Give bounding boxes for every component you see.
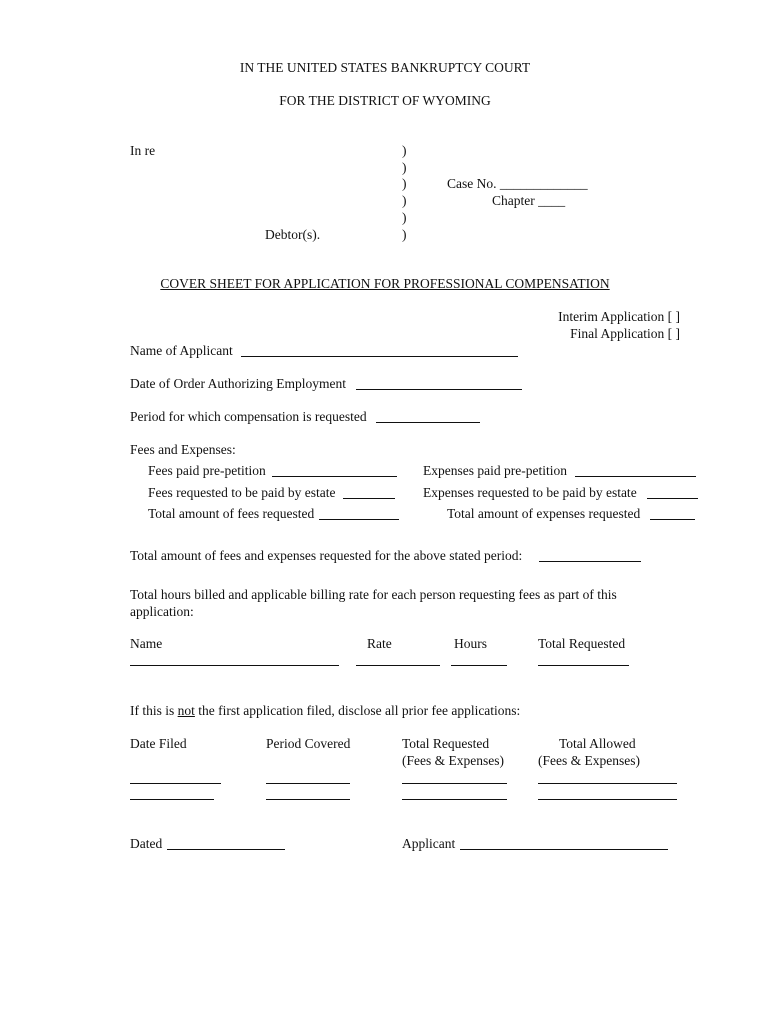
expenses-total-line[interactable] bbox=[650, 519, 695, 520]
expenses-pre-petition-label: Expenses paid pre-petition bbox=[423, 463, 567, 478]
chapter-field[interactable]: Chapter ____ bbox=[492, 193, 566, 208]
prior-prefix: If this is bbox=[130, 703, 178, 718]
hours-name-line[interactable] bbox=[130, 665, 339, 666]
in-re-label: In re bbox=[130, 143, 156, 158]
prior-requested-line-1[interactable] bbox=[402, 783, 507, 784]
paren: ) bbox=[402, 210, 407, 225]
district-title: FOR THE DISTRICT OF WYOMING bbox=[279, 93, 491, 108]
prior-requested-line-2[interactable] bbox=[402, 799, 507, 800]
hours-hours-line[interactable] bbox=[451, 665, 507, 666]
fees-heading: Fees and Expenses: bbox=[130, 442, 236, 457]
prior-period-line-2[interactable] bbox=[266, 799, 350, 800]
hours-col-hours: Hours bbox=[454, 636, 487, 651]
fees-total-label: Total amount of fees requested bbox=[148, 506, 315, 521]
prior-col-period-covered: Period Covered bbox=[266, 736, 351, 751]
period-line[interactable] bbox=[376, 422, 480, 423]
dated-label: Dated bbox=[130, 836, 163, 851]
hours-total-line[interactable] bbox=[538, 665, 629, 666]
expenses-pre-petition-line[interactable] bbox=[575, 476, 696, 477]
paren: ) bbox=[402, 143, 407, 158]
expenses-by-estate-line[interactable] bbox=[647, 498, 698, 499]
expenses-total-label: Total amount of expenses requested bbox=[447, 506, 641, 521]
hours-rate-line[interactable] bbox=[356, 665, 440, 666]
prior-allowed-line-2[interactable] bbox=[538, 799, 677, 800]
name-of-applicant-line[interactable] bbox=[241, 356, 518, 357]
hours-col-name: Name bbox=[130, 636, 163, 651]
prior-emphasis: not bbox=[177, 703, 195, 718]
applicant-signature-line[interactable] bbox=[460, 849, 668, 850]
date-of-order-line[interactable] bbox=[356, 389, 522, 390]
hours-intro-text: Total hours billed and applicable billing rate for each person requesting fees as part of this application: bbox=[130, 587, 617, 619]
total-period-label: Total amount of fees and expenses requested for the above stated period: bbox=[130, 548, 523, 563]
fees-by-estate-line[interactable] bbox=[343, 498, 395, 499]
total-period-line[interactable] bbox=[539, 561, 641, 562]
hours-col-rate: Rate bbox=[367, 636, 392, 651]
debtor-label: Debtor(s). bbox=[265, 227, 321, 242]
paren: ) bbox=[402, 227, 407, 242]
prior-date-line-2[interactable] bbox=[130, 799, 214, 800]
fees-total-line[interactable] bbox=[319, 519, 399, 520]
court-title: IN THE UNITED STATES BANKRUPTCY COURT bbox=[239, 60, 531, 75]
fees-pre-petition-line[interactable] bbox=[272, 476, 397, 477]
prior-period-line-1[interactable] bbox=[266, 783, 350, 784]
hours-col-total-requested: Total Requested bbox=[538, 636, 626, 651]
period-label: Period for which compensation is requested bbox=[130, 409, 367, 424]
prior-col-total-allowed: Total Allowed bbox=[559, 736, 636, 751]
case-number-field[interactable]: Case No. _____________ bbox=[447, 176, 588, 191]
fees-by-estate-label: Fees requested to be paid by estate bbox=[148, 485, 336, 500]
prior-col-date-filed: Date Filed bbox=[130, 736, 187, 751]
prior-col-total-requested: Total Requested bbox=[402, 736, 490, 751]
prior-applications-text bbox=[130, 703, 520, 719]
paren: ) bbox=[402, 176, 407, 191]
interim-application-checkbox[interactable]: Interim Application [ ] bbox=[558, 309, 680, 324]
prior-suffix: the first application filed, disclose all prior fee applications: bbox=[194, 703, 521, 718]
final-application-checkbox[interactable]: Final Application [ ] bbox=[570, 326, 680, 341]
prior-col-total-requested-sub: (Fees & Expenses) bbox=[402, 753, 504, 768]
paren: ) bbox=[402, 160, 407, 175]
dated-line[interactable] bbox=[167, 849, 285, 850]
date-of-order-label: Date of Order Authorizing Employment bbox=[130, 376, 346, 391]
fees-pre-petition-label: Fees paid pre-petition bbox=[148, 463, 266, 478]
applicant-label: Applicant bbox=[402, 836, 456, 851]
prior-allowed-line-1[interactable] bbox=[538, 783, 677, 784]
expenses-by-estate-label: Expenses requested to be paid by estate bbox=[423, 485, 637, 500]
prior-col-total-allowed-sub: (Fees & Expenses) bbox=[538, 753, 640, 768]
cover-sheet-title: COVER SHEET FOR APPLICATION FOR PROFESSIONAL COMPENSATION bbox=[160, 276, 610, 291]
prior-date-line-1[interactable] bbox=[130, 783, 221, 784]
paren: ) bbox=[402, 193, 407, 208]
name-of-applicant-label: Name of Applicant bbox=[130, 343, 233, 358]
